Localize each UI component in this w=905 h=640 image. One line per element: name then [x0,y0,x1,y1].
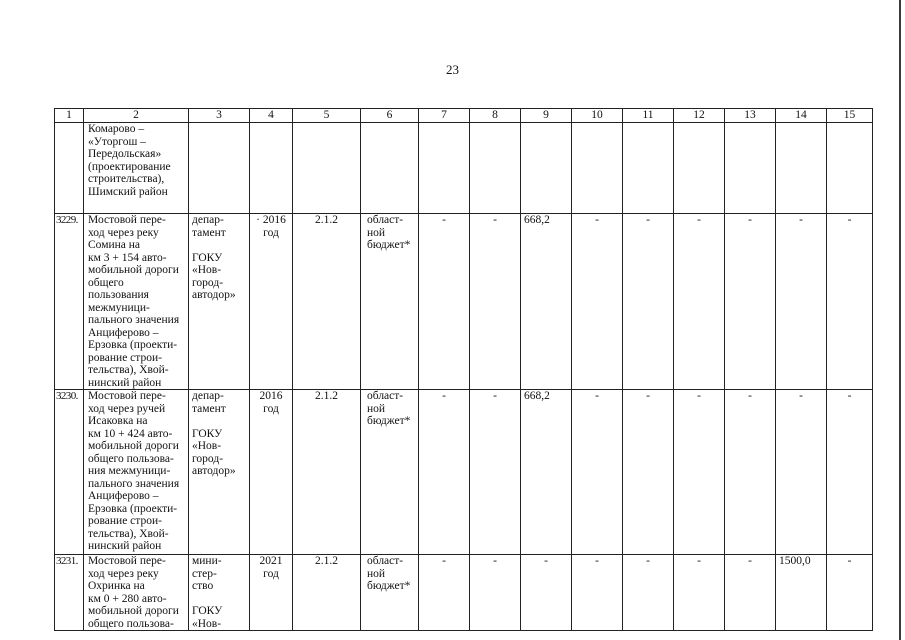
amount-cell: - [419,555,470,631]
column-number: 11 [623,109,674,123]
table-row [55,555,873,631]
object-name: Комарово – «Уторгош – Передольская» (проектирование строительства), Шимский район [84,123,189,214]
amount-cell [521,123,572,214]
column-number: 1 [55,109,84,123]
amount-cell: 668,2 [521,214,572,390]
executor: мини- стер- ство ГОКУ «Нов- [189,555,250,631]
column-number: 15 [827,109,873,123]
row-number [55,123,84,214]
year [250,123,293,214]
amount-cell: 1500,0 [776,555,827,631]
amount-cell: - [674,555,725,631]
amount-cell [827,123,873,214]
amount-cell: - [674,390,725,555]
year: 2021 год [250,555,293,631]
column-number: 9 [521,109,572,123]
funding-source: област- ной бюджет* [361,390,419,555]
executor: депар- тамент ГОКУ «Нов- город- автодор» [189,390,250,555]
amount-cell [572,123,623,214]
row-number: 3229. [55,214,84,390]
amount-cell: - [827,214,873,390]
amount-cell: - [725,390,776,555]
column-number: 14 [776,109,827,123]
scan-edge-line [899,0,901,640]
column-number: 12 [674,109,725,123]
column-number: 5 [293,109,361,123]
amount-cell: - [725,555,776,631]
amount-cell [419,123,470,214]
executor [189,123,250,214]
amount-cell: - [623,214,674,390]
amount-cell [674,123,725,214]
amount-cell [470,123,521,214]
target-code: 2.1.2 [293,214,361,390]
amount-cell: - [521,555,572,631]
amount-cell: - [419,390,470,555]
table-row [55,390,873,555]
object-name: Мостовой пере- ход через ручей Исаковка на км 10 + 424 авто- мобильной дороги общего пользова- ния межмуници- пального значения Анциферово – Ерзовка (проекти- рование строи- тельства), Хвой- нинский район [84,390,189,555]
target-code: 2.1.2 [293,390,361,555]
table-row [55,214,873,390]
amount-cell: - [470,555,521,631]
amount-cell: - [725,214,776,390]
target-code: 2.1.2 [293,555,361,631]
column-number: 8 [470,109,521,123]
funding-source: област- ной бюджет* [361,214,419,390]
amount-cell: - [827,390,873,555]
page-number: 23 [446,62,459,77]
funding-source [361,123,419,214]
amount-cell: - [572,555,623,631]
amount-cell: - [776,214,827,390]
column-number-row [55,109,873,123]
amount-cell: - [470,214,521,390]
year: 2016 год [250,390,293,555]
budget-table [54,108,873,631]
amount-cell: - [470,390,521,555]
amount-cell: - [674,214,725,390]
amount-cell: - [623,390,674,555]
column-number: 4 [250,109,293,123]
amount-cell: - [572,214,623,390]
amount-cell: - [776,390,827,555]
column-number: 10 [572,109,623,123]
object-name: Мостовой пере- ход через реку Охринка на км 0 + 280 авто- мобильной дороги общего пользова- [84,555,189,631]
amount-cell [623,123,674,214]
funding-source: област- ной бюджет* [361,555,419,631]
row-number: 3231. [55,555,84,631]
column-number: 7 [419,109,470,123]
amount-cell: - [572,390,623,555]
amount-cell: 668,2 [521,390,572,555]
column-number: 2 [84,109,189,123]
amount-cell [725,123,776,214]
amount-cell: - [623,555,674,631]
amount-cell: - [827,555,873,631]
column-number: 3 [189,109,250,123]
table-row [55,123,873,214]
target-code [293,123,361,214]
year: · 2016 год [250,214,293,390]
column-number: 13 [725,109,776,123]
executor: депар- тамент ГОКУ «Нов- город- автодор» [189,214,250,390]
column-number: 6 [361,109,419,123]
amount-cell: - [419,214,470,390]
amount-cell [776,123,827,214]
row-number: 3230. [55,390,84,555]
object-name: Мостовой пере- ход через реку Сомина на км 3 + 154 авто- мобильной дороги общего пользования межмуници- пального значения Анциферово – Ерзовка (проекти- рование строи- тельства), Хвой- нинский район [84,214,189,390]
